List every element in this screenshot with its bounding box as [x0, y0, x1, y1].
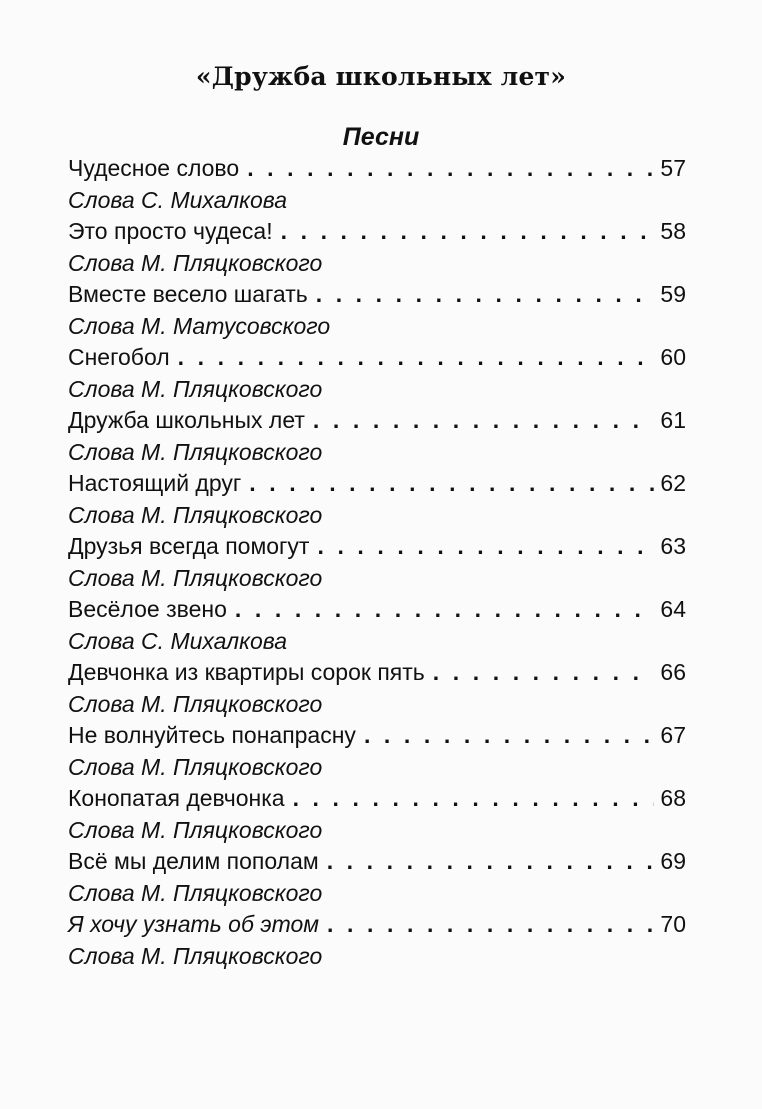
- toc-entry-title: Вместе весело шагать: [68, 281, 308, 307]
- toc-entry-title: Снегобол: [68, 344, 170, 370]
- toc-entry-title: Настоящий друг: [68, 470, 242, 496]
- toc-entry-title: Я хочу узнать об этом: [68, 911, 320, 937]
- toc-page-number: 62: [660, 470, 686, 496]
- dot-leader: [247, 153, 654, 185]
- toc-page-number: 61: [660, 407, 686, 433]
- toc-page-number: 63: [660, 533, 686, 559]
- toc-title-row[interactable]: [68, 846, 686, 878]
- toc-title-row[interactable]: [68, 783, 686, 815]
- toc-page-number: 67: [660, 722, 686, 748]
- toc-entry-title: Весёлое звено: [68, 596, 227, 622]
- toc-entry: [68, 279, 686, 342]
- toc-entry-title: Друзья всегда помогут: [68, 533, 310, 559]
- toc-entry-title: Не волнуйтесь понапрасну: [68, 722, 356, 748]
- dot-leader: [281, 216, 655, 248]
- dot-leader: [327, 846, 655, 878]
- toc-entry: [68, 216, 686, 279]
- page-title: «Дружба школьных лет»: [195, 62, 567, 91]
- toc-entry: [68, 783, 686, 846]
- toc-entry: [68, 846, 686, 909]
- toc-title-row[interactable]: [68, 405, 686, 437]
- toc-entry: [68, 468, 686, 531]
- toc-entry-author: Слова М. Пляцковского: [68, 816, 323, 843]
- toc-page-number: 69: [660, 848, 686, 874]
- toc-page-number: 59: [660, 281, 686, 307]
- dot-leader: [235, 594, 655, 626]
- toc-entry: [68, 720, 686, 783]
- toc-title-row[interactable]: [68, 594, 686, 626]
- toc-entry-author: Слова М. Пляцковского: [68, 501, 323, 528]
- toc-entry: [68, 405, 686, 468]
- toc-title-row[interactable]: [68, 216, 686, 248]
- toc-page-number: 66: [660, 659, 686, 685]
- toc-entry-author: Слова М. Пляцковского: [68, 879, 323, 906]
- toc-entry-author: Слова М. Пляцковского: [68, 438, 323, 465]
- toc-entry-title: Чудесное слово: [68, 155, 240, 181]
- toc-entry-title: Девчонка из квартиры сорок пять: [68, 659, 425, 685]
- toc-entry-title: Это просто чудеса!: [68, 218, 273, 244]
- toc-entry-author: Слова М. Пляцковского: [68, 564, 323, 591]
- toc-title-row[interactable]: [68, 153, 686, 185]
- dot-leader: [317, 531, 654, 563]
- toc-title-row[interactable]: [68, 657, 686, 689]
- dot-leader: [293, 783, 655, 815]
- toc-page-number: 60: [660, 344, 686, 370]
- toc-entry: [68, 909, 686, 972]
- toc-entry-author: Слова С. Михалкова: [68, 186, 288, 213]
- dot-leader: [327, 909, 654, 941]
- toc-page-number: 64: [660, 596, 686, 622]
- toc-entry-author: Слова М. Пляцковского: [68, 690, 323, 717]
- dot-leader: [249, 468, 654, 500]
- toc-title-row[interactable]: [68, 720, 686, 752]
- dot-leader: [313, 405, 654, 437]
- toc-entry-title: Конопатая девчонка: [68, 785, 285, 811]
- toc-page-number: 57: [660, 155, 686, 181]
- dot-leader: [364, 720, 654, 752]
- toc-entry: [68, 153, 686, 216]
- toc-entry: [68, 594, 686, 657]
- toc-entry-title: Дружба школьных лет: [68, 407, 305, 433]
- table-of-contents: [68, 153, 686, 972]
- toc-title-row[interactable]: [68, 531, 686, 563]
- toc-entry-author: Слова М. Матусовского: [68, 312, 331, 339]
- toc-page-number: 58: [660, 218, 686, 244]
- toc-entry: [68, 531, 686, 594]
- toc-title-row[interactable]: [68, 279, 686, 311]
- toc-entry-author: Слова С. Михалкова: [68, 627, 288, 654]
- toc-entry-author: Слова М. Пляцковского: [68, 375, 323, 402]
- dot-leader: [316, 279, 655, 311]
- toc-entry: [68, 342, 686, 405]
- toc-entry-author: Слова М. Пляцковского: [68, 249, 323, 276]
- toc-entry-title: Всё мы делим пополам: [68, 848, 319, 874]
- dot-leader: [433, 657, 655, 689]
- dot-leader: [178, 342, 655, 374]
- section-heading: Песни: [342, 123, 420, 151]
- toc-page-number: 68: [660, 785, 686, 811]
- toc-entry-author: Слова М. Пляцковского: [68, 942, 323, 969]
- toc-page-number: 70: [660, 911, 686, 937]
- toc-entry-author: Слова М. Пляцковского: [68, 753, 323, 780]
- toc-title-row[interactable]: [68, 468, 686, 500]
- toc-entry: [68, 657, 686, 720]
- toc-title-row[interactable]: [68, 909, 686, 941]
- toc-title-row[interactable]: [68, 342, 686, 374]
